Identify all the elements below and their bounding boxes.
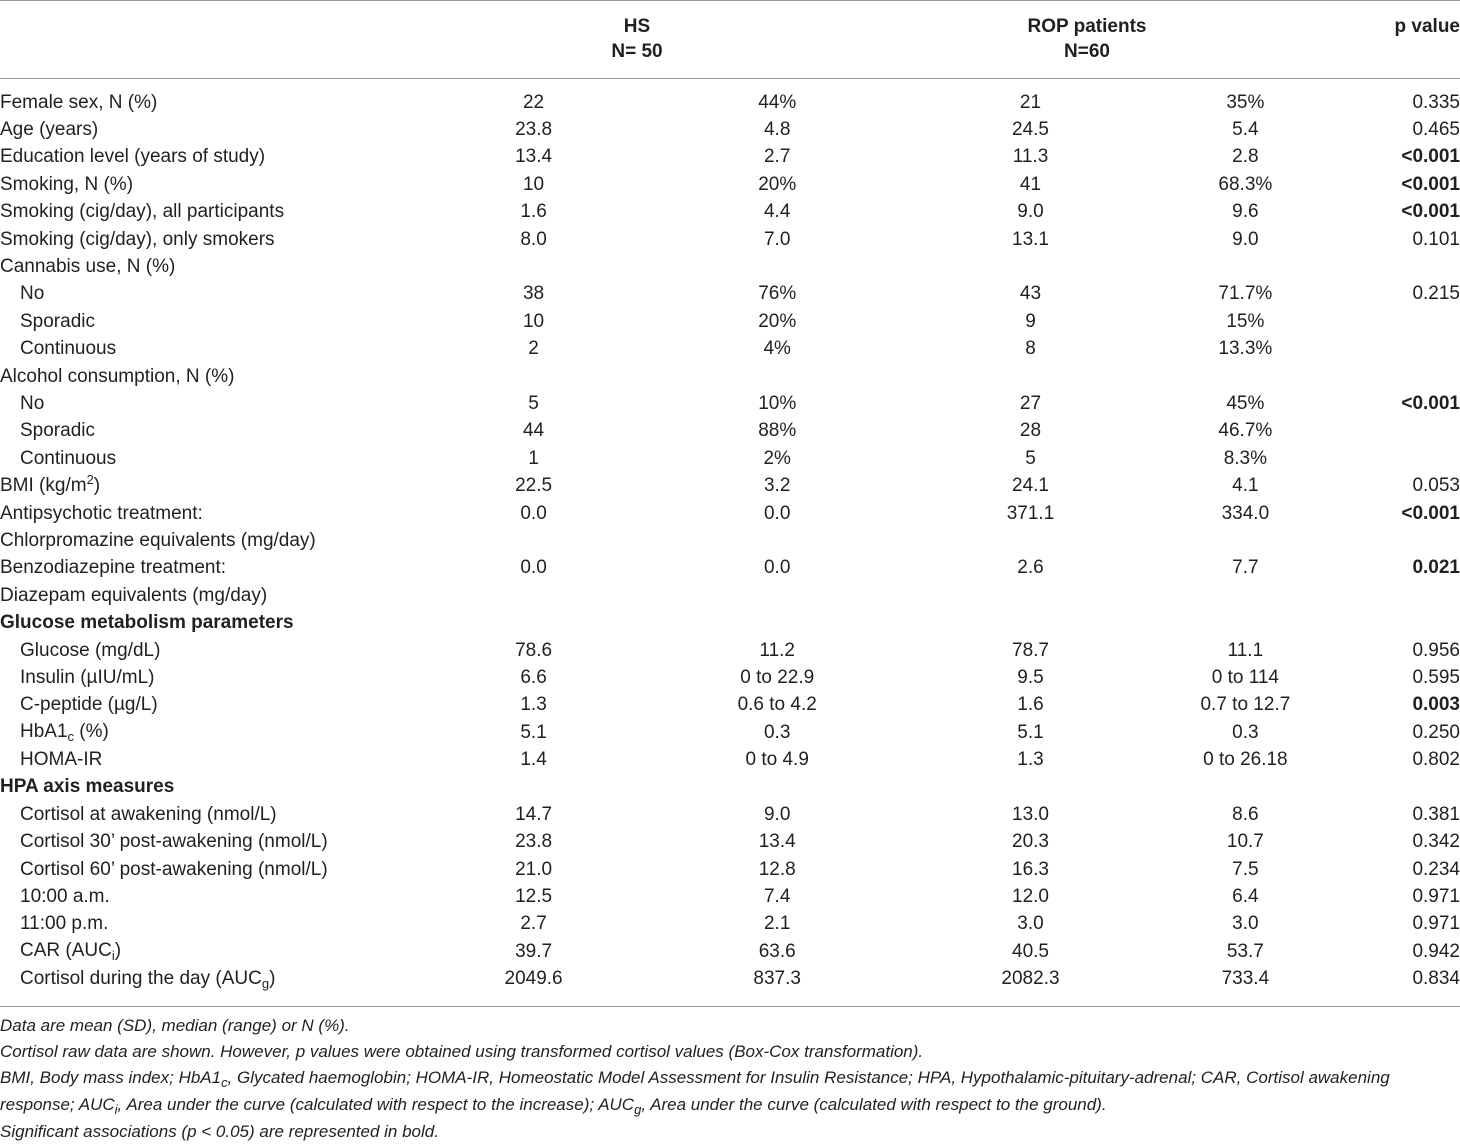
rop-spread-cell: 5.4 [1232, 119, 1259, 141]
hs-value-cell: 13.4 [515, 146, 553, 168]
rop-value-cell: 8 [1025, 338, 1036, 360]
rop-value-cell: 16.3 [1012, 858, 1049, 880]
header-rop-title: ROP patients [1027, 16, 1147, 37]
p-value-cell [1401, 445, 1460, 472]
hs-value-cell: 0.0 [520, 502, 547, 524]
hs-value-cell: 23.8 [515, 119, 553, 141]
table-row [0, 555, 1460, 582]
footnote-3-part: , Glycated haemoglobin; HOMA-IR, Homeostatic Model Assessment for Insulin Resistance; HPA, Hypothalamic-pituitary-adrenal; CAR, Cortisol awakening response; AUC [0, 1068, 1390, 1114]
rop-value-cell: 11.3 [1012, 146, 1049, 168]
hs-value-cell: 22.5 [515, 475, 553, 497]
hs-value-cell: 8.0 [520, 228, 547, 250]
header-rop [987, 14, 1187, 64]
hs-value-cell: 2 [528, 338, 539, 360]
p-value-cell [1401, 609, 1460, 636]
rop-value-cell: 43 [1019, 283, 1042, 305]
hs-value-cell: 1.4 [520, 749, 547, 771]
rop-value-cell: 5 [1025, 447, 1036, 469]
hs-spread-cell [583, 582, 972, 609]
row-label-text: Continuous [20, 447, 117, 469]
rop-value-cell: 13.0 [1012, 803, 1049, 825]
hs-spread-cell: 11.2 [759, 639, 795, 661]
p-value-cell: 0.053 [1412, 475, 1460, 497]
row-label-superscript: 2 [86, 471, 94, 487]
header-p-value [1350, 14, 1460, 39]
row-label-text: No [20, 283, 45, 305]
hs-spread-cell: 9.0 [763, 803, 791, 825]
hs-value-cell: 2049.6 [504, 968, 563, 990]
rop-value-cell: 21 [1019, 91, 1042, 113]
hs-value-cell: 38 [522, 283, 545, 305]
rop-spread-cell: 334.0 [1221, 502, 1270, 524]
p-value-cell: <0.001 [1401, 201, 1460, 223]
row-label-text: 10:00 a.m. [20, 886, 110, 908]
row-label-subscript: c [67, 729, 75, 745]
row-label-text: Chlorpromazine equivalents (mg/day) [0, 529, 316, 551]
table-row [0, 609, 1460, 636]
row-label [0, 911, 484, 938]
row-label [0, 829, 484, 856]
rop-value-cell: 1.3 [1017, 749, 1044, 771]
row-label-text: Sporadic [20, 420, 95, 442]
table-row [0, 692, 1460, 719]
rop-spread-cell [1089, 582, 1401, 609]
hs-spread-cell: 0.3 [763, 721, 791, 743]
rop-spread-cell [1089, 253, 1401, 280]
table-row [0, 883, 1460, 910]
hs-value-cell: 10 [522, 173, 545, 195]
rop-value-cell: 40.5 [1012, 940, 1049, 962]
p-value-cell: <0.001 [1401, 392, 1460, 414]
hs-value-cell: 6.6 [520, 666, 547, 688]
rop-spread-cell: 53.7 [1226, 940, 1264, 962]
hs-value-cell: 39.7 [515, 940, 553, 962]
row-label-text: 11:00 p.m. [20, 913, 109, 935]
rop-spread-cell [1089, 609, 1401, 636]
rop-value-cell [972, 774, 1090, 801]
hs-spread-cell: 20% [758, 173, 797, 195]
table-row [0, 308, 1460, 335]
p-value-cell: <0.001 [1401, 502, 1460, 524]
rop-spread-cell: 7.7 [1232, 557, 1259, 579]
rop-spread-cell: 4.1 [1232, 475, 1259, 497]
rop-spread-cell: 0.3 [1232, 721, 1259, 743]
hs-value-cell: 1.3 [520, 694, 547, 716]
row-label-text: Sporadic [20, 310, 95, 332]
hs-spread-cell [583, 253, 972, 280]
row-label [0, 555, 484, 582]
rop-value-cell: 1.6 [1017, 694, 1044, 716]
table-row [0, 226, 1460, 253]
rop-spread-cell [1089, 363, 1401, 390]
footnote-1: Data are mean (SD), median (range) or N (%). [0, 1016, 350, 1035]
hs-spread-cell: 10% [758, 392, 797, 414]
section-heading [0, 774, 484, 801]
row-label-text: Cannabis use, N (%) [0, 256, 176, 278]
table-row [0, 664, 1460, 691]
hs-spread-cell: 4.8 [763, 119, 791, 141]
row-label [0, 390, 484, 417]
row-label [0, 500, 484, 527]
row-label-text: Glucose metabolism parameters [0, 612, 294, 634]
table-row [0, 719, 1460, 746]
rop-spread-cell: 68.3% [1218, 173, 1273, 195]
row-label [0, 472, 484, 499]
rop-spread-cell: 0.7 to 12.7 [1200, 694, 1291, 716]
rop-value-cell: 3.0 [1017, 913, 1044, 935]
table-row [0, 418, 1460, 445]
rop-spread-cell: 2.8 [1232, 146, 1259, 168]
hs-spread-cell: 44% [758, 91, 797, 113]
header-rule [0, 78, 1460, 79]
row-label-subscript: i [111, 948, 115, 964]
row-label-text: CAR (AUC [20, 940, 112, 962]
rop-value-cell: 2082.3 [1001, 968, 1060, 990]
rop-value-cell: 20.3 [1012, 831, 1049, 853]
row-label-text: C-peptide (µg/L) [20, 694, 158, 716]
row-label-text: Continuous [20, 338, 117, 360]
row-label [0, 637, 484, 664]
row-label-text: Female sex, N (%) [0, 91, 158, 113]
table-row [0, 911, 1460, 938]
top-rule [0, 0, 1460, 1]
rop-spread-cell: 733.4 [1221, 968, 1270, 990]
row-label [0, 692, 484, 719]
p-value-cell: 0.234 [1412, 858, 1460, 880]
row-label-suffix: ) [114, 940, 122, 962]
hs-spread-cell: 0.0 [763, 557, 791, 579]
p-value-cell [1401, 363, 1460, 390]
row-label [0, 883, 484, 910]
rop-value-cell: 2.6 [1017, 557, 1044, 579]
row-label-text: Glucose (mg/dL) [20, 639, 161, 661]
p-value-cell: 0.003 [1412, 694, 1460, 716]
rop-spread-cell: 13.3% [1218, 338, 1273, 360]
p-value-cell: <0.001 [1401, 173, 1460, 195]
row-label-text: Cortisol during the day (AUC [20, 967, 262, 989]
rop-value-cell [972, 582, 1090, 609]
rop-value-cell: 9.5 [1017, 666, 1044, 688]
hs-spread-cell: 12.8 [758, 858, 796, 880]
row-label-text: Diazepam equivalents (mg/day) [0, 584, 268, 606]
hs-spread-cell [583, 609, 972, 636]
rop-value-cell: 41 [1019, 173, 1042, 195]
p-value-cell: 0.595 [1412, 666, 1460, 688]
row-label [0, 966, 484, 993]
table-row [0, 390, 1460, 417]
table-row [0, 746, 1460, 773]
table-row [0, 527, 1460, 554]
rop-spread-cell: 10.7 [1226, 831, 1264, 853]
row-label-text: HOMA-IR [20, 749, 103, 771]
table-row [0, 472, 1460, 499]
hs-value-cell: 10 [522, 310, 545, 332]
hs-spread-cell: 4% [763, 338, 791, 360]
hs-spread-cell: 13.4 [758, 831, 796, 853]
table-footnotes [0, 1013, 1458, 1145]
footnote-3-subscript: c [221, 1075, 228, 1090]
section-heading [0, 609, 484, 636]
rop-value-cell: 24.1 [1012, 475, 1049, 497]
rop-spread-cell: 8.6 [1232, 803, 1259, 825]
row-label [0, 116, 484, 143]
rop-spread-cell: 11.1 [1227, 639, 1264, 661]
rop-spread-cell: 0 to 26.18 [1203, 749, 1288, 771]
row-label [0, 746, 484, 773]
footnote-3-part: , Area under the curve (calculated with respect to the increase); AUC [117, 1095, 635, 1114]
hs-value-cell: 5.1 [520, 721, 547, 743]
footnote-4: Significant associations (p < 0.05) are represented in bold. [0, 1122, 439, 1141]
p-value-cell [1401, 418, 1460, 445]
row-label-text: Smoking (cig/day), only smokers [0, 228, 275, 250]
row-label [0, 363, 484, 390]
bottom-rule [0, 1006, 1460, 1007]
header-rop-n: N=60 [1064, 41, 1110, 62]
hs-value-cell [484, 774, 583, 801]
p-value-cell: 0.971 [1412, 913, 1460, 935]
hs-spread-cell: 0.6 to 4.2 [737, 694, 817, 716]
rop-value-cell: 28 [1019, 420, 1042, 442]
rop-value-cell [972, 253, 1090, 280]
hs-spread-cell: 2.1 [763, 913, 791, 935]
hs-value-cell: 12.5 [515, 886, 553, 908]
hs-spread-cell [583, 363, 972, 390]
p-value-cell: 0.021 [1412, 557, 1460, 579]
hs-value-cell [484, 253, 583, 280]
hs-spread-cell: 3.2 [763, 475, 791, 497]
rop-spread-cell: 71.7% [1218, 283, 1273, 305]
row-label-text: HbA1 [20, 721, 68, 743]
hs-spread-cell: 63.6 [758, 940, 796, 962]
hs-value-cell: 5 [528, 392, 539, 414]
row-label-text: Antipsychotic treatment: [0, 502, 203, 524]
p-value-cell: <0.001 [1401, 146, 1460, 168]
row-label [0, 938, 484, 965]
hs-spread-cell [583, 527, 972, 554]
footnote-3 [0, 1065, 1458, 1119]
rop-value-cell: 78.7 [1012, 639, 1049, 661]
p-value-cell: 0.834 [1412, 968, 1460, 990]
rop-spread-cell [1089, 774, 1401, 801]
row-label-text: BMI (kg/m [0, 474, 87, 496]
row-label-text: Cortisol 30’ post-awakening (nmol/L) [20, 831, 328, 853]
table-row [0, 829, 1460, 856]
p-value-cell: 0.250 [1412, 721, 1460, 743]
hs-spread-cell: 0.0 [763, 502, 791, 524]
table-row [0, 500, 1460, 527]
row-label [0, 719, 484, 746]
row-label-suffix: ) [269, 967, 276, 989]
p-value-cell: 0.802 [1412, 749, 1460, 771]
rop-spread-cell: 46.7% [1218, 420, 1273, 442]
row-label-suffix: (%) [74, 721, 109, 743]
row-label-text: Smoking (cig/day), all participants [0, 201, 285, 223]
row-label [0, 664, 484, 691]
table-row [0, 801, 1460, 828]
row-label-text: Cortisol 60’ post-awakening (nmol/L) [20, 858, 328, 880]
table-row [0, 637, 1460, 664]
row-label-text: No [20, 392, 45, 414]
hs-value-cell: 2.7 [520, 913, 547, 935]
footnote-2: Cortisol raw data are shown. However, p values were obtained using transformed cortisol values (Box-Cox transformation). [0, 1042, 924, 1061]
header-p-title: p value [1394, 16, 1460, 37]
hs-spread-cell: 7.0 [763, 228, 791, 250]
table-row [0, 856, 1460, 883]
rop-spread-cell: 6.4 [1232, 886, 1259, 908]
rop-value-cell [972, 363, 1090, 390]
table-row [0, 445, 1460, 472]
row-label [0, 801, 484, 828]
hs-value-cell: 21.0 [515, 858, 553, 880]
p-value-cell [1401, 308, 1460, 335]
hs-value-cell: 44 [522, 420, 545, 442]
p-value-cell: 0.465 [1412, 119, 1460, 141]
hs-spread-cell: 4.4 [763, 201, 791, 223]
rop-value-cell [972, 609, 1090, 636]
table-row [0, 582, 1460, 609]
rop-spread-cell: 35% [1226, 91, 1265, 113]
hs-value-cell [484, 582, 583, 609]
row-label-text: Insulin (µIU/mL) [20, 666, 155, 688]
rop-spread-cell: 8.3% [1223, 447, 1268, 469]
header-hs-n: N= 50 [611, 41, 663, 62]
p-value-cell [1401, 774, 1460, 801]
hs-spread-cell: 0 to 4.9 [745, 749, 809, 771]
hs-value-cell: 23.8 [515, 831, 553, 853]
row-label-text: HPA axis measures [0, 776, 175, 798]
footnote-3-subscript: i [114, 1102, 118, 1117]
p-value-cell [1401, 253, 1460, 280]
p-value-cell: 0.942 [1412, 940, 1460, 962]
rop-value-cell [972, 527, 1090, 554]
p-value-cell [1401, 582, 1460, 609]
p-value-cell: 0.215 [1412, 283, 1460, 305]
rop-value-cell: 12.0 [1012, 886, 1049, 908]
row-label-subscript: g [261, 975, 270, 991]
hs-spread-cell: 0 to 22.9 [740, 666, 815, 688]
table-row [0, 281, 1460, 308]
table-row [0, 336, 1460, 363]
rop-value-cell: 9.0 [1017, 201, 1044, 223]
rop-value-cell: 24.5 [1012, 119, 1049, 141]
hs-spread-cell: 2.7 [763, 146, 791, 168]
footnote-3-part: , Area under the curve (calculated with respect to the ground). [641, 1095, 1107, 1114]
table-row [0, 199, 1460, 226]
hs-value-cell: 22 [522, 91, 545, 113]
hs-spread-cell [583, 774, 972, 801]
hs-value-cell: 0.0 [520, 557, 547, 579]
hs-spread-cell: 88% [758, 420, 797, 442]
hs-spread-cell: 20% [758, 310, 797, 332]
row-label [0, 89, 484, 116]
rop-spread-cell: 0 to 114 [1211, 666, 1279, 688]
hs-value-cell: 14.7 [515, 803, 553, 825]
row-label [0, 199, 484, 226]
table-row [0, 116, 1460, 143]
hs-value-cell: 1.6 [520, 201, 547, 223]
row-label-text: Education level (years of study) [0, 146, 266, 168]
p-value-cell: 0.342 [1412, 831, 1460, 853]
rop-value-cell: 5.1 [1017, 721, 1044, 743]
header-hs [537, 14, 737, 64]
row-label-text: Smoking, N (%) [0, 173, 134, 195]
rop-spread-cell: 7.5 [1232, 858, 1259, 880]
row-label [0, 171, 484, 198]
table-row [0, 171, 1460, 198]
hs-value-cell [484, 527, 583, 554]
rop-spread-cell: 9.0 [1232, 228, 1259, 250]
row-label [0, 144, 484, 171]
header-hs-title: HS [623, 16, 651, 37]
rop-spread-cell: 3.0 [1232, 913, 1259, 935]
table-row [0, 774, 1460, 801]
hs-spread-cell: 2% [763, 447, 791, 469]
table-row [0, 144, 1460, 171]
table-row [0, 966, 1460, 993]
rop-value-cell: 27 [1019, 392, 1042, 414]
footnote-3-subscript: g [634, 1102, 642, 1117]
table-row [0, 253, 1460, 280]
hs-spread-cell: 7.4 [763, 886, 791, 908]
row-label [0, 281, 484, 308]
row-label [0, 418, 484, 445]
hs-value-cell: 1 [528, 447, 539, 469]
row-label [0, 226, 484, 253]
p-value-cell: 0.381 [1412, 803, 1460, 825]
hs-value-cell [484, 363, 583, 390]
row-label-suffix: ) [93, 474, 101, 496]
hs-spread-cell: 76% [758, 283, 797, 305]
footnote-3-part: BMI, Body mass index; HbA1 [0, 1068, 222, 1087]
rop-value-cell: 13.1 [1012, 228, 1049, 250]
hs-value-cell [484, 609, 583, 636]
rop-value-cell: 371.1 [1006, 502, 1055, 524]
p-value-cell: 0.101 [1412, 228, 1460, 250]
row-label-text: Alcohol consumption, N (%) [0, 365, 235, 387]
row-label [0, 856, 484, 883]
hs-spread-cell: 837.3 [753, 968, 801, 990]
rop-spread-cell: 45% [1226, 392, 1265, 414]
data-table [0, 89, 1460, 993]
table-row [0, 363, 1460, 390]
row-label [0, 253, 484, 280]
table-row [0, 938, 1460, 965]
row-label [0, 445, 484, 472]
p-value-cell: 0.971 [1412, 886, 1460, 908]
p-value-cell: 0.335 [1412, 91, 1460, 113]
hs-value-cell: 78.6 [515, 639, 553, 661]
row-label [0, 308, 484, 335]
rop-value-cell: 9 [1025, 310, 1036, 332]
p-value-cell [1401, 336, 1460, 363]
row-label [0, 336, 484, 363]
row-label [0, 582, 484, 609]
rop-spread-cell: 9.6 [1232, 201, 1259, 223]
table-row [0, 89, 1460, 116]
rop-spread-cell: 15% [1226, 310, 1265, 332]
row-label-text: Benzodiazepine treatment: [0, 557, 227, 579]
p-value-cell: 0.956 [1412, 639, 1460, 661]
row-label-text: Cortisol at awakening (nmol/L) [20, 803, 277, 825]
table-body [0, 89, 1460, 993]
row-label-text: Age (years) [0, 119, 99, 141]
p-value-cell [1401, 527, 1460, 554]
rop-spread-cell [1089, 527, 1401, 554]
row-label [0, 527, 484, 554]
